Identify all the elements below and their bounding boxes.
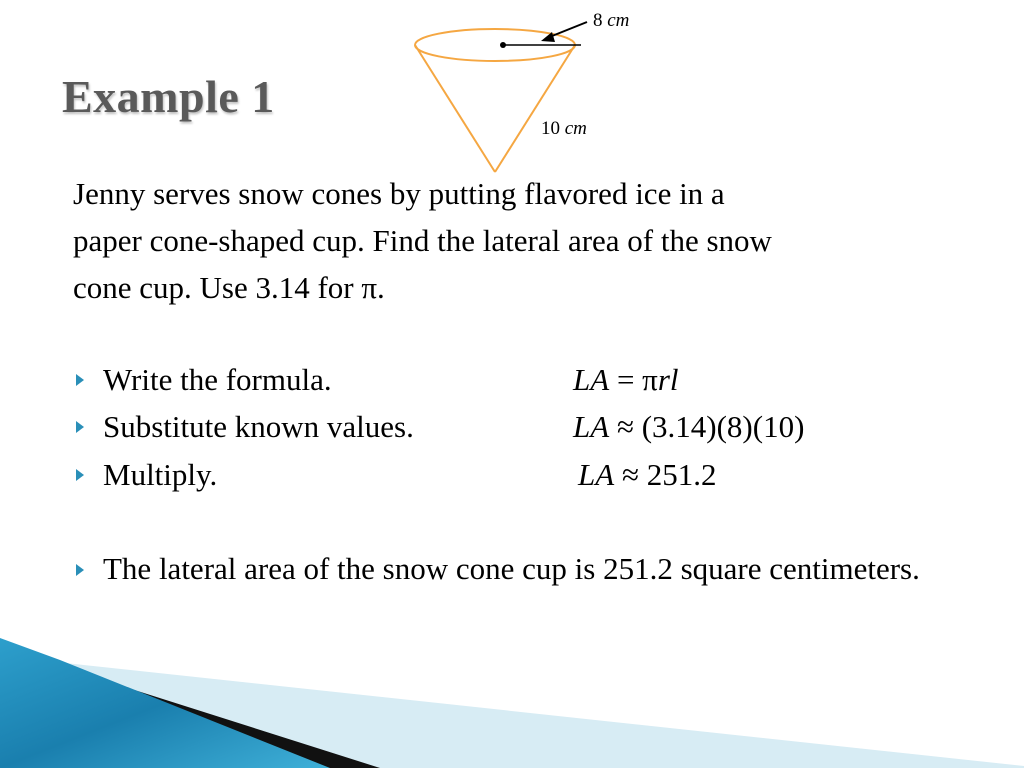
intro-line: cone cup. Use 3.14 for π.	[73, 270, 385, 305]
slide-title: Example 1	[62, 71, 275, 122]
radius-unit: cm	[607, 10, 630, 31]
bullet-arrow-icon	[76, 564, 84, 576]
bullet-arrow-icon	[76, 374, 84, 386]
math-rhs: π	[642, 362, 658, 397]
step-math	[573, 362, 679, 398]
math-rhs: 251.2	[646, 457, 717, 492]
problem-statement	[73, 170, 973, 311]
math-lhs: LA	[578, 457, 615, 492]
intro-line: Jenny serves snow cones by putting flavored ice in a	[73, 176, 725, 211]
cone-left-side	[415, 45, 495, 172]
cone-right-side	[495, 45, 575, 172]
math-relation: ≈	[614, 457, 647, 492]
cone-figure	[405, 0, 645, 180]
slant-value: 10	[541, 118, 560, 139]
step-label: Substitute known values.	[103, 409, 414, 444]
step-label: Multiply.	[103, 457, 218, 492]
bullet-arrow-icon	[76, 421, 84, 433]
conclusion-text: The lateral area of the snow cone cup is 251.2 square centimeters.	[103, 551, 920, 586]
math-relation: =	[609, 362, 643, 397]
slant-unit: cm	[564, 118, 587, 139]
math-lhs: LA	[573, 362, 610, 397]
radius-label	[593, 10, 629, 31]
math-lhs: LA	[573, 409, 610, 444]
step-math	[573, 409, 804, 445]
step-math	[578, 457, 716, 493]
math-relation: ≈	[609, 409, 642, 444]
math-rhs-italic: rl	[657, 362, 679, 397]
conclusion-item	[76, 550, 956, 588]
slant-label	[541, 118, 587, 139]
step-label: Write the formula.	[103, 362, 332, 397]
math-rhs: (3.14)(8)(10)	[641, 409, 805, 444]
bullet-arrow-icon	[76, 469, 84, 481]
slide-decoration	[0, 638, 1024, 768]
intro-line: paper cone-shaped cup. Find the lateral area of the snow	[73, 223, 772, 258]
radius-value: 8	[593, 10, 603, 31]
